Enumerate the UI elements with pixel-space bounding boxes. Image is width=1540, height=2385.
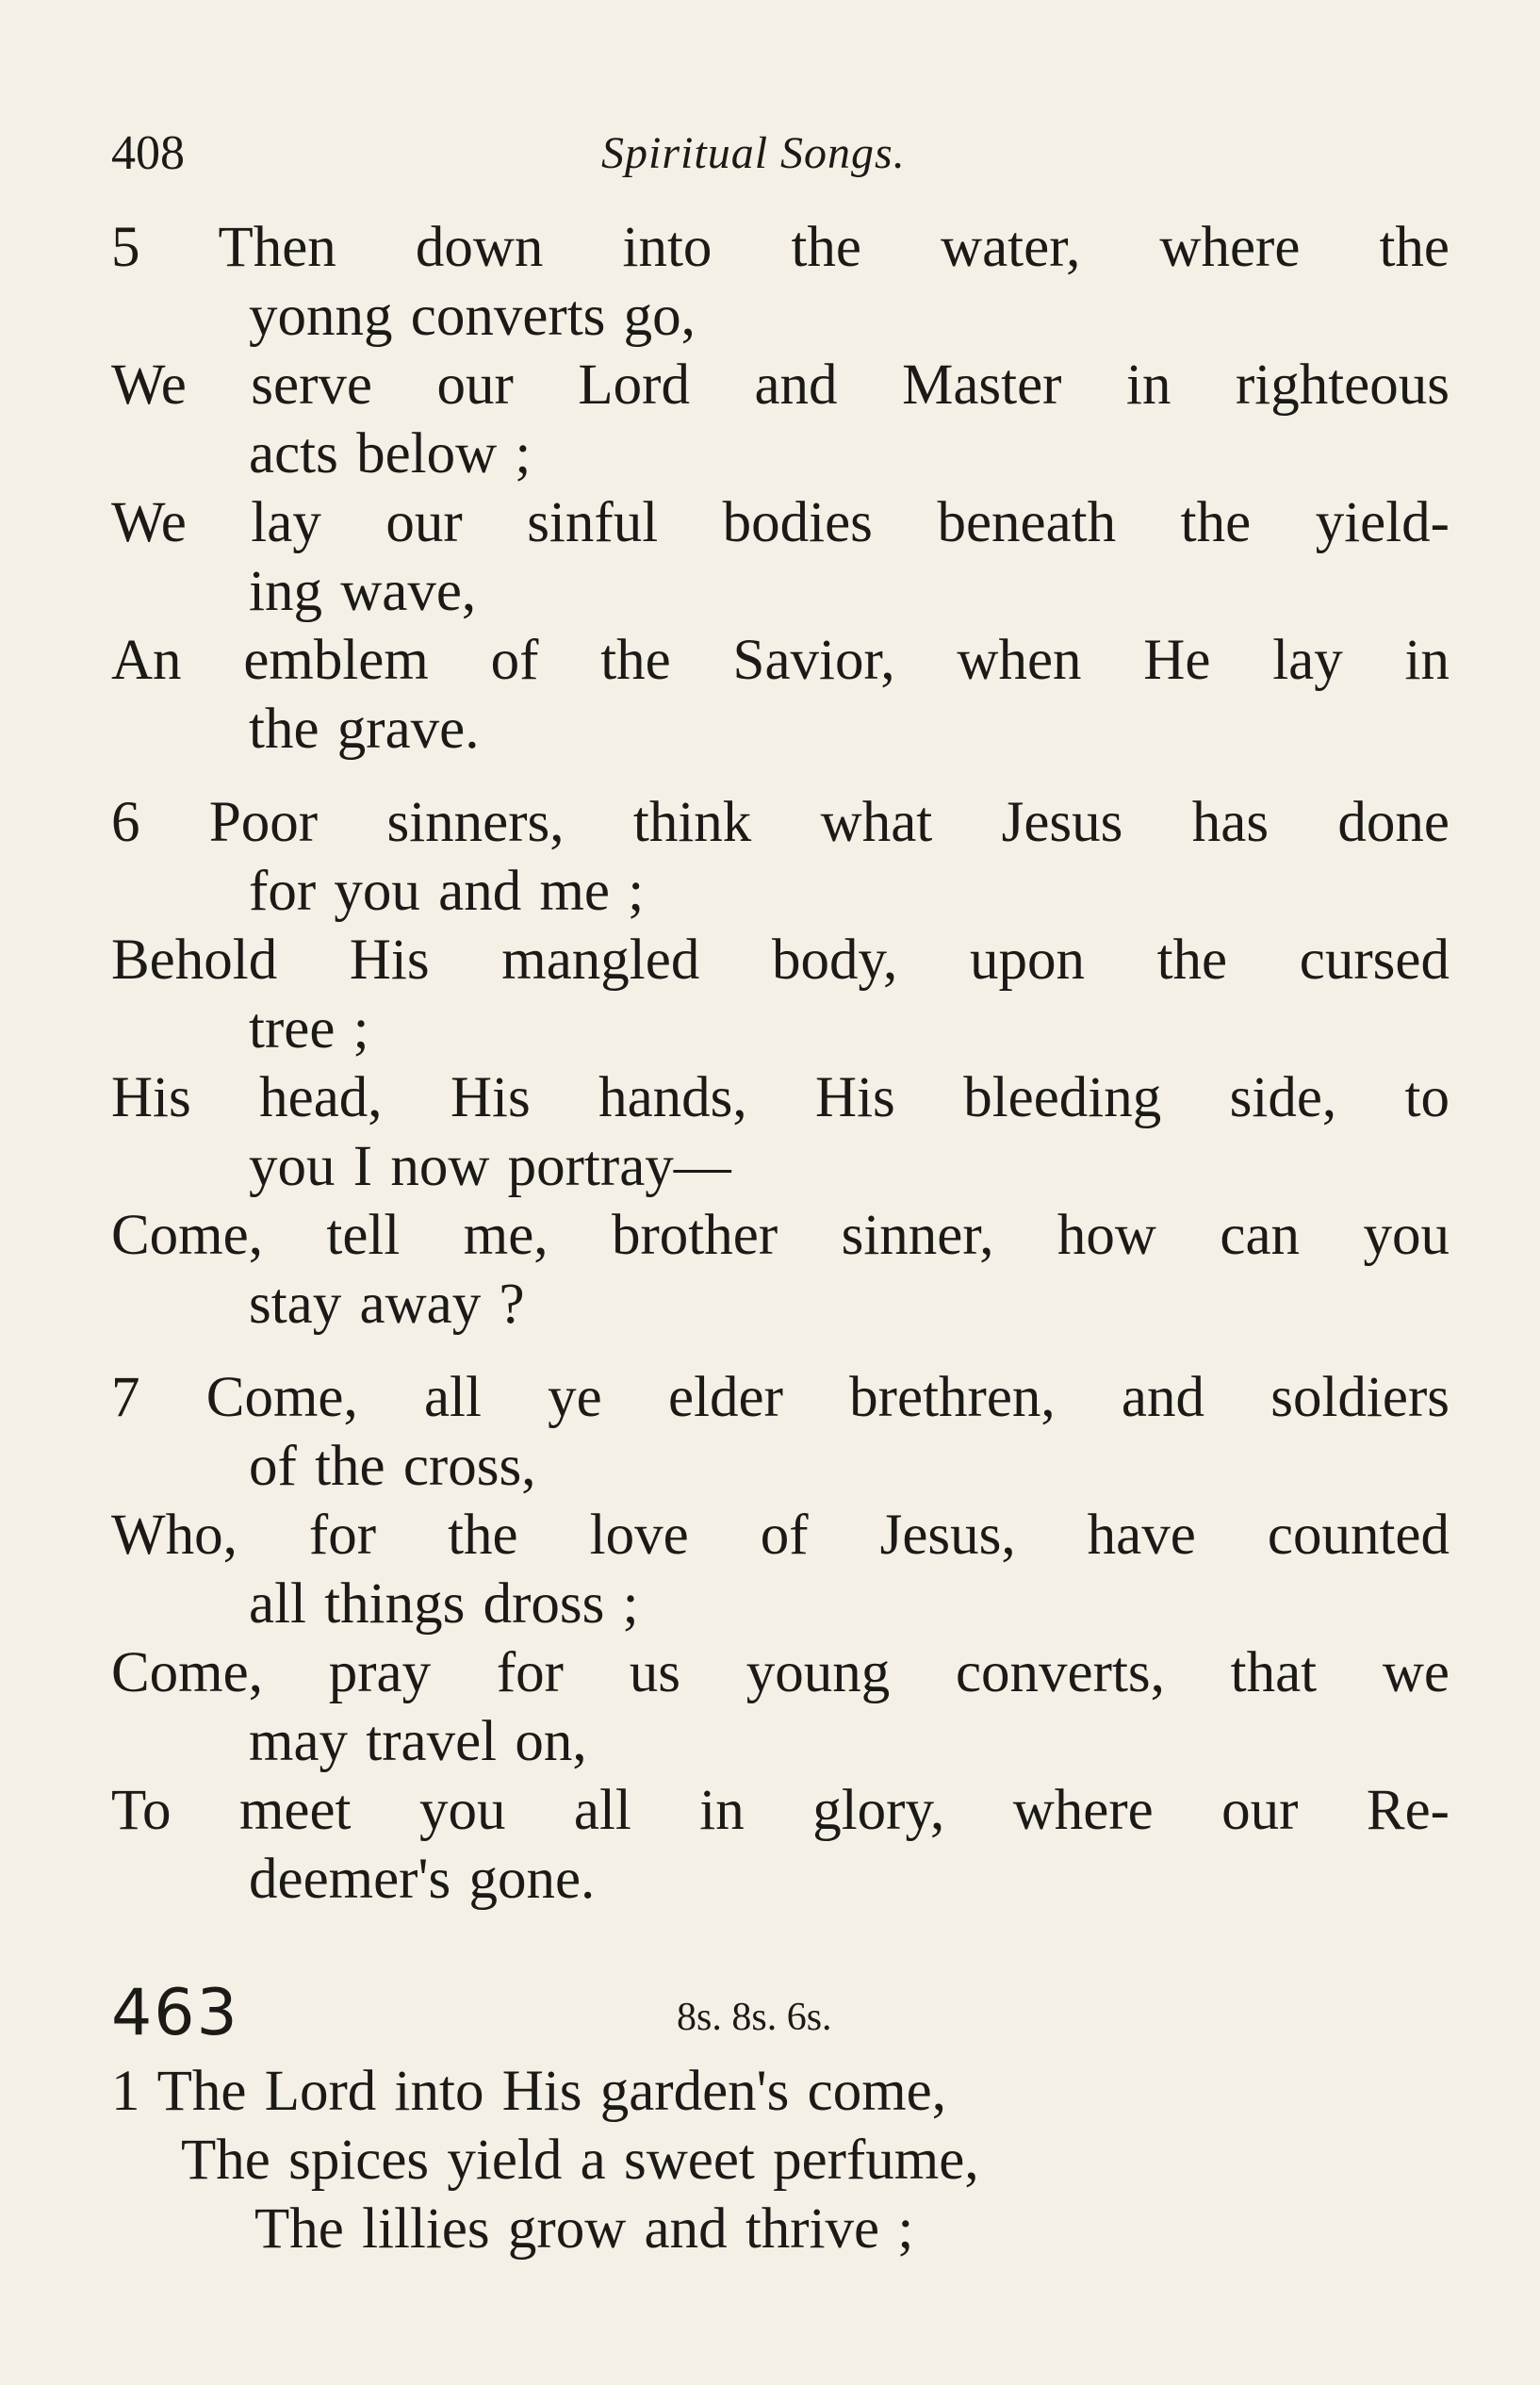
verse-line: 5 Then down into the water, where the — [111, 216, 1450, 279]
verse-line: The spices yield a sweet perfume, — [181, 2129, 979, 2192]
hymn-number: 463 — [111, 1976, 239, 2050]
verse-line: Who, for the love of Jesus, have counted — [111, 1504, 1450, 1567]
verse-line: 7 Come, all ye elder brethren, and soldiers — [111, 1366, 1450, 1429]
stanza-6 — [111, 788, 1450, 1339]
verse-line: 1 The Lord into His garden's come, — [111, 2060, 946, 2123]
stanza-7 — [111, 1363, 1450, 1914]
hymn-meter: 8s. 8s. 6s. — [677, 1996, 832, 2039]
hymn-text — [111, 213, 1450, 2263]
verse-line: for you and me ; — [249, 860, 645, 923]
verse-line: Behold His mangled body, upon the cursed — [111, 929, 1450, 992]
verse-line: deemer's gone. — [249, 1848, 596, 1911]
verse-line: of the cross, — [249, 1435, 536, 1498]
verse-line: yonng converts go, — [249, 285, 696, 348]
hymn-463-stanza-1 — [111, 2057, 1450, 2263]
verse-line: To meet you all in glory, where our Re- — [111, 1779, 1450, 1842]
page-header — [111, 121, 1450, 187]
verse-line: all things dross ; — [249, 1572, 639, 1636]
verse-line: 6 Poor sinners, think what Jesus has done — [111, 791, 1450, 854]
verse-line: Come, pray for us young converts, that we — [111, 1641, 1450, 1704]
verse-line: may travel on, — [249, 1710, 587, 1773]
verse-line: tree ; — [249, 997, 369, 1061]
verse-line: stay away ? — [249, 1273, 525, 1336]
verse-line: you I now portray— — [249, 1135, 731, 1198]
verse-line: His head, His hands, His bleeding side, to — [111, 1066, 1450, 1129]
verse-line: We serve our Lord and Master in righteous — [111, 354, 1450, 417]
verse-line: acts below ; — [249, 422, 532, 485]
verse-line: the grave. — [249, 698, 480, 761]
verse-line: Come, tell me, brother sinner, how can you — [111, 1204, 1450, 1267]
verse-line: We lay our sinful bodies beneath the yield- — [111, 491, 1450, 554]
page-number: 408 — [111, 126, 185, 180]
hymn-header — [111, 1972, 1450, 2057]
stanza-5 — [111, 213, 1450, 764]
verse-line: An emblem of the Savior, when He lay in — [111, 629, 1450, 692]
verse-line: ing wave, — [249, 560, 477, 623]
running-title: Spiritual Songs. — [601, 128, 906, 178]
verse-line: The lillies grow and thrive ; — [254, 2197, 914, 2261]
